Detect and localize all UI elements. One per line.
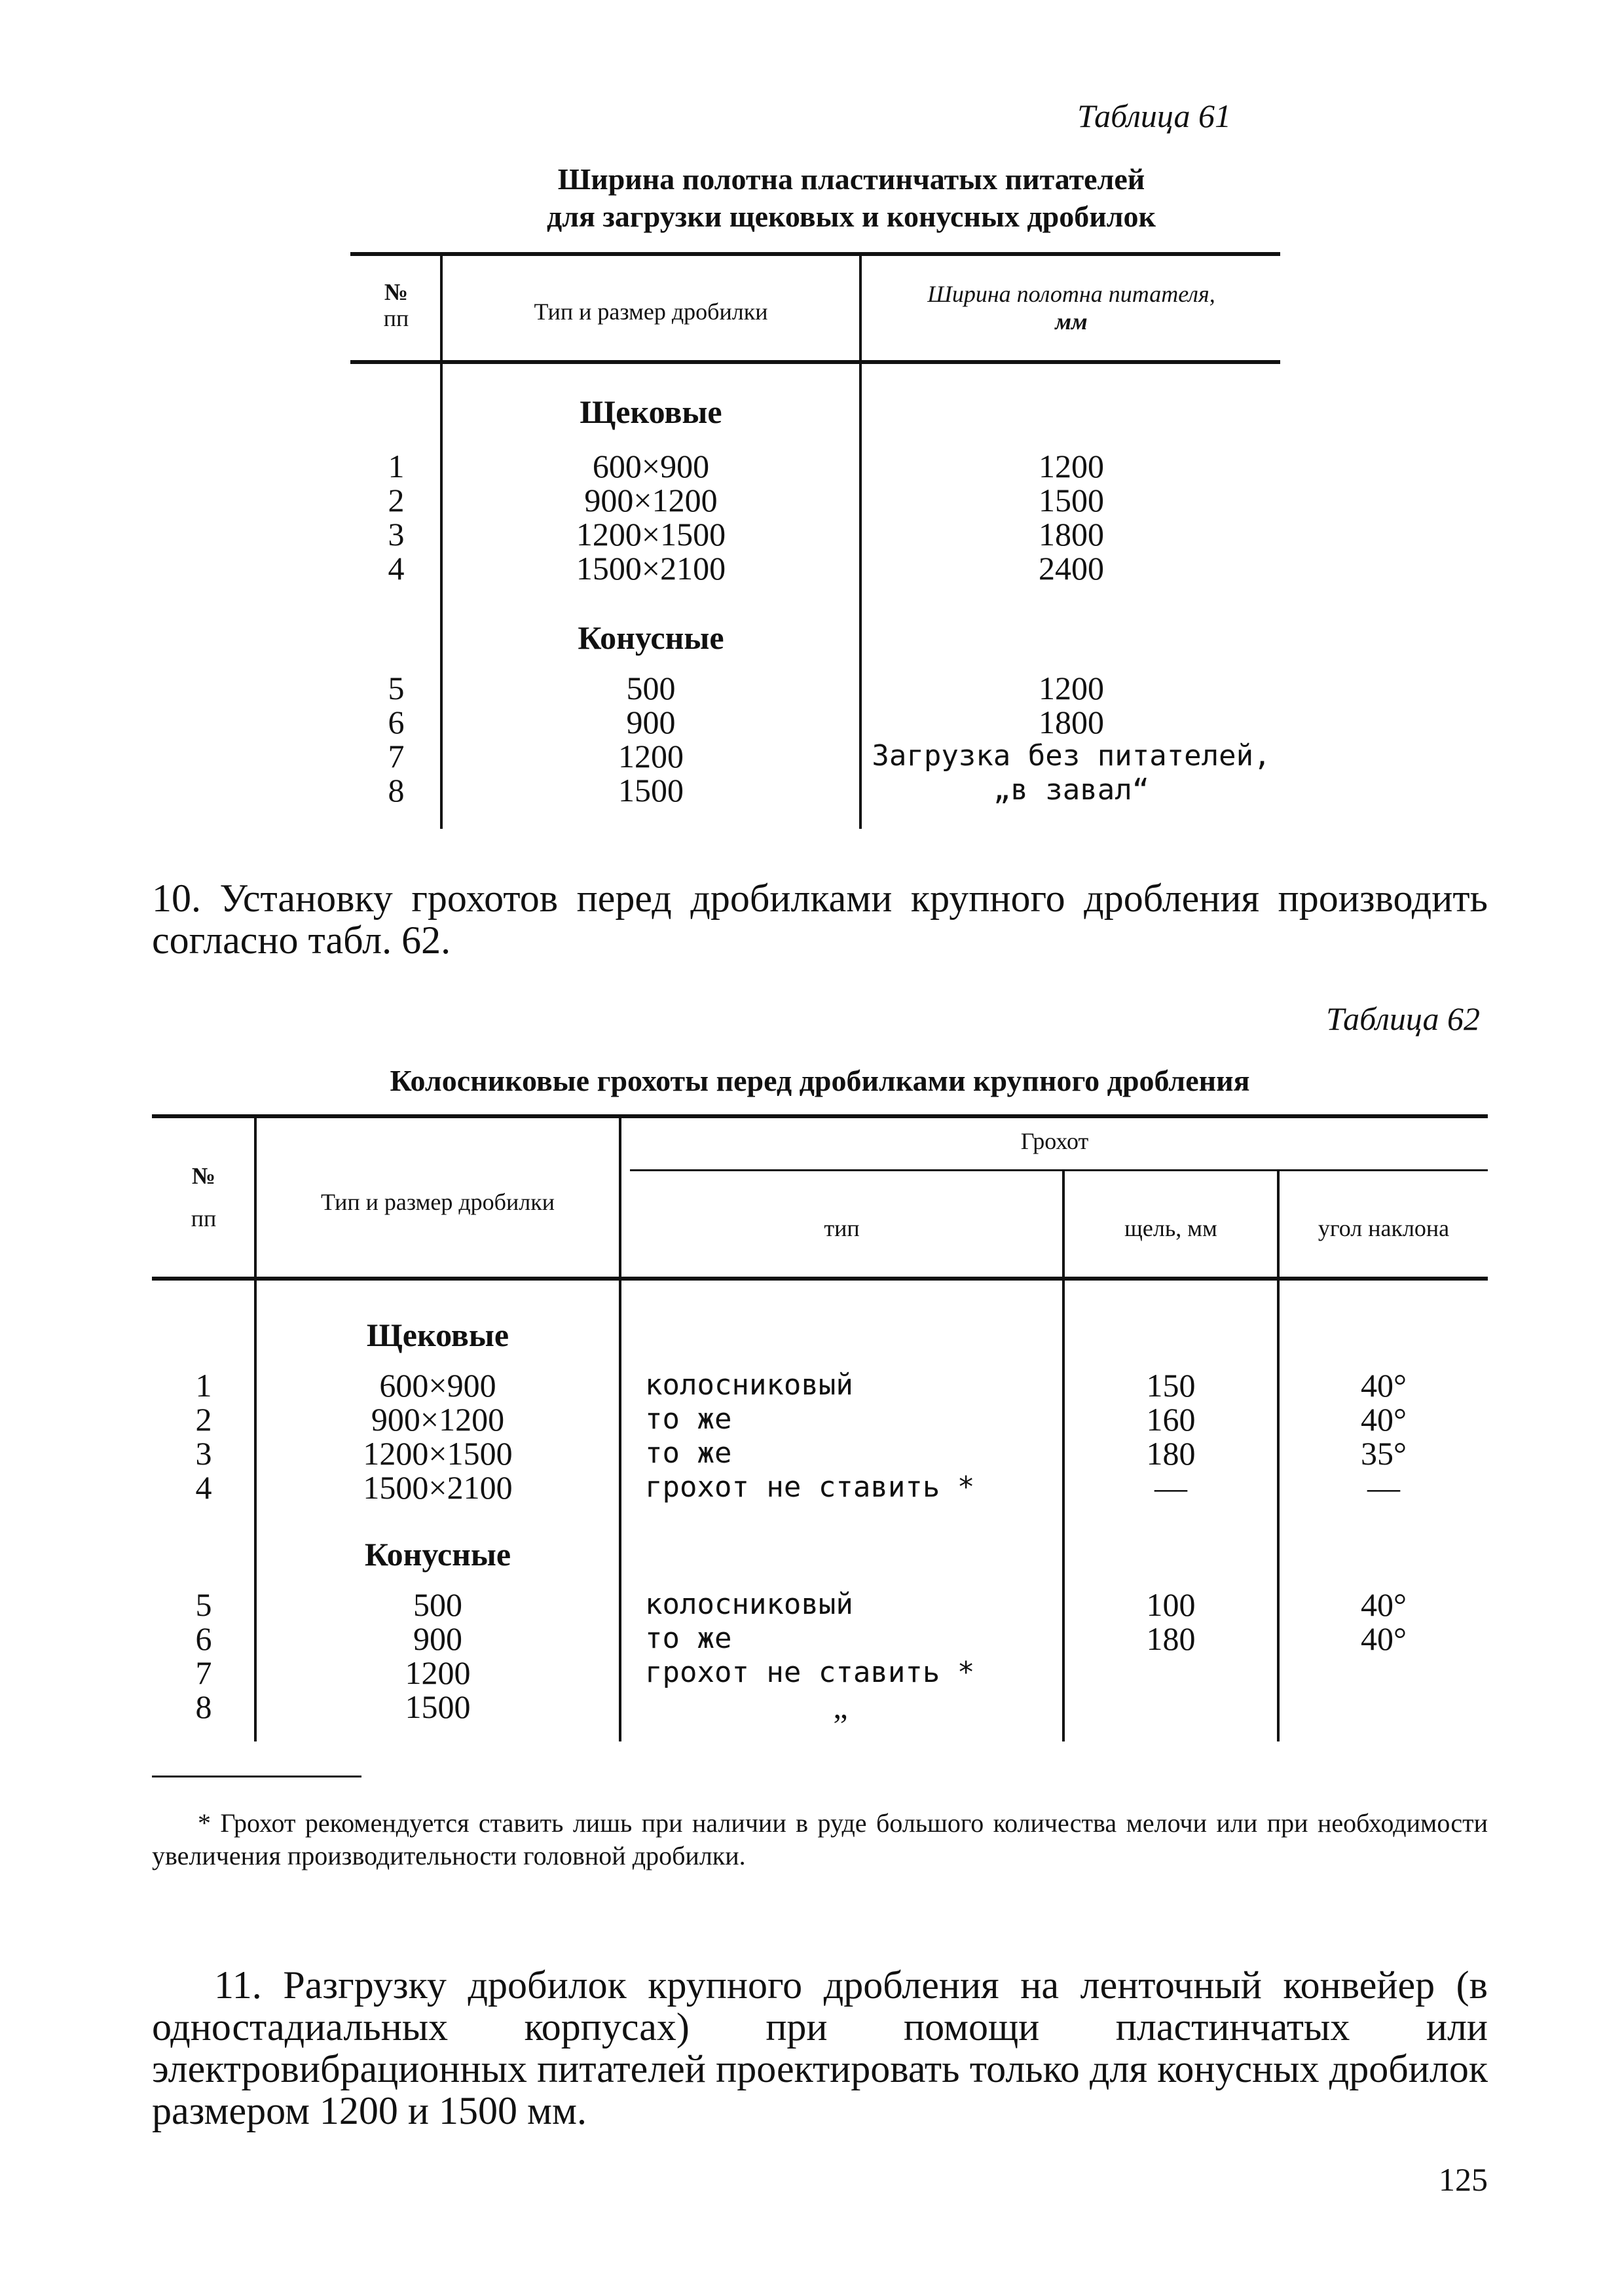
screen-angle: — (1367, 1469, 1400, 1506)
row-number: 8 (195, 1688, 212, 1725)
table62-header-screen-type: тип (824, 1215, 860, 1241)
table61-section-jaw: Щековые (580, 393, 722, 430)
table61-header-width-unit: мм (1055, 308, 1088, 335)
table62-header-type: Тип и размер дробилки (321, 1189, 555, 1215)
row-number: 1 (388, 448, 405, 484)
table62-header-screen: Грохот (1020, 1128, 1089, 1154)
feeder-width: Загрузка без питателей, (872, 739, 1271, 773)
feeder-width: 1200 (1039, 670, 1104, 706)
table62-section-jaw: Щековые (366, 1317, 509, 1353)
crusher-size: 900 (413, 1620, 462, 1657)
crusher-size: 900×1200 (371, 1401, 505, 1438)
table62-header-angle: угол наклона (1318, 1215, 1450, 1241)
paragraph-10: 10. Установку грохотов перед дробилками крупного дробления производить согласно табл. 62. (152, 877, 1488, 962)
table61-section-cone: Конусные (578, 619, 724, 656)
crusher-size: 1500 (405, 1688, 471, 1725)
screen-type: колосниковый (645, 1588, 853, 1621)
row-number: 6 (195, 1620, 212, 1657)
table62-header-num-sub: пп (191, 1205, 217, 1231)
page-number: 125 (1439, 2161, 1488, 2198)
table62-col-divider-2 (619, 1118, 621, 1741)
feeder-width: 1500 (1039, 482, 1104, 519)
row-number: 6 (388, 704, 405, 740)
screen-angle: 40° (1361, 1401, 1407, 1438)
table61-header-width: Ширина полотна питателя, (927, 281, 1215, 307)
crusher-size: 1500×2100 (576, 550, 726, 587)
feeder-width: 2400 (1039, 550, 1104, 587)
row-number: 8 (388, 772, 405, 809)
table62-group-rule (630, 1169, 1488, 1171)
screen-gap: 180 (1146, 1620, 1196, 1657)
row-number: 7 (388, 738, 405, 774)
footnote: * Грохот рекомендуется ставить лишь при наличии в руде большого количества мелочи или при необходимости увеличения производительности головной дробилки. (152, 1808, 1488, 1870)
row-number: 3 (195, 1435, 212, 1472)
screen-gap: 150 (1146, 1367, 1196, 1404)
screen-type: колосниковый (645, 1368, 853, 1402)
screen-type: грохот не ставить * (645, 1656, 975, 1689)
feeder-width: „в завал“ (993, 773, 1150, 807)
crusher-size: 900×1200 (584, 482, 718, 519)
table61-title-line2: для загрузки щековых и конусных дробилок (546, 200, 1156, 233)
crusher-size: 500 (626, 670, 676, 706)
crusher-size: 1500×2100 (363, 1469, 513, 1506)
row-number: 3 (388, 516, 405, 553)
screen-gap: 180 (1146, 1435, 1196, 1472)
screen-angle: 35° (1361, 1435, 1407, 1472)
table62-title: Колосниковые грохоты перед дробилками крупного дробления (390, 1064, 1250, 1097)
row-number: 4 (195, 1469, 212, 1506)
row-number: 2 (195, 1401, 212, 1438)
feeder-width: 1200 (1039, 448, 1104, 484)
crusher-size: 1200×1500 (363, 1435, 513, 1472)
crusher-size: 1200 (405, 1654, 471, 1691)
table62-header-rule (152, 1277, 1488, 1281)
table62-header-gap: щель, мм (1124, 1215, 1217, 1241)
footnote-separator (152, 1776, 361, 1777)
screen-gap: 100 (1146, 1586, 1196, 1623)
row-number: 5 (388, 670, 405, 706)
crusher-size: 500 (413, 1586, 462, 1623)
crusher-size: 1500 (618, 772, 684, 809)
paragraph-11: 11. Разгрузку дробилок крупного дробления на ленточный конвейер (в одностадиальных корпусах) при помощи пластинчатых или электровибрационных питателей проектировать только для конусных дробилок размером 1200 и 1500 мм. (152, 1963, 1488, 2132)
screen-type: „ (833, 1688, 848, 1725)
screen-angle: 40° (1361, 1367, 1407, 1404)
table62-caption: Таблица 62 (1326, 1000, 1480, 1037)
feeder-width: 1800 (1039, 516, 1104, 553)
crusher-size: 1200×1500 (576, 516, 726, 553)
screen-angle: 40° (1361, 1620, 1407, 1657)
crusher-size: 1200 (618, 738, 684, 774)
table61-header-num-sub: пп (383, 305, 409, 331)
table61-top-rule (350, 252, 1280, 256)
table61-title-line1: Ширина полотна пластинчатых питателей (557, 162, 1145, 196)
crusher-size: 600×900 (379, 1367, 496, 1404)
row-number: 7 (195, 1654, 212, 1691)
table61-header-num: № (384, 279, 409, 305)
row-number: 5 (195, 1586, 212, 1623)
screen-type: грохот не ставить * (645, 1470, 975, 1504)
table62-section-cone: Конусные (364, 1536, 511, 1573)
table62-top-rule (152, 1114, 1488, 1118)
screen-angle: 40° (1361, 1586, 1407, 1623)
screen-type: то же (645, 1436, 732, 1470)
crusher-size: 600×900 (592, 448, 710, 484)
table62-header-num: № (191, 1163, 216, 1189)
table61-header-type: Тип и размер дробилки (534, 299, 768, 325)
screen-gap: — (1154, 1469, 1187, 1506)
row-number: 4 (388, 550, 405, 587)
screen-type: то же (645, 1402, 732, 1436)
crusher-size: 900 (626, 704, 676, 740)
screen-gap: 160 (1146, 1401, 1196, 1438)
table61-caption: Таблица 61 (1077, 98, 1231, 134)
table61-header-rule (350, 360, 1280, 364)
feeder-width: 1800 (1039, 704, 1104, 740)
screen-type: то же (645, 1622, 732, 1655)
row-number: 2 (388, 482, 405, 519)
row-number: 1 (195, 1367, 212, 1404)
